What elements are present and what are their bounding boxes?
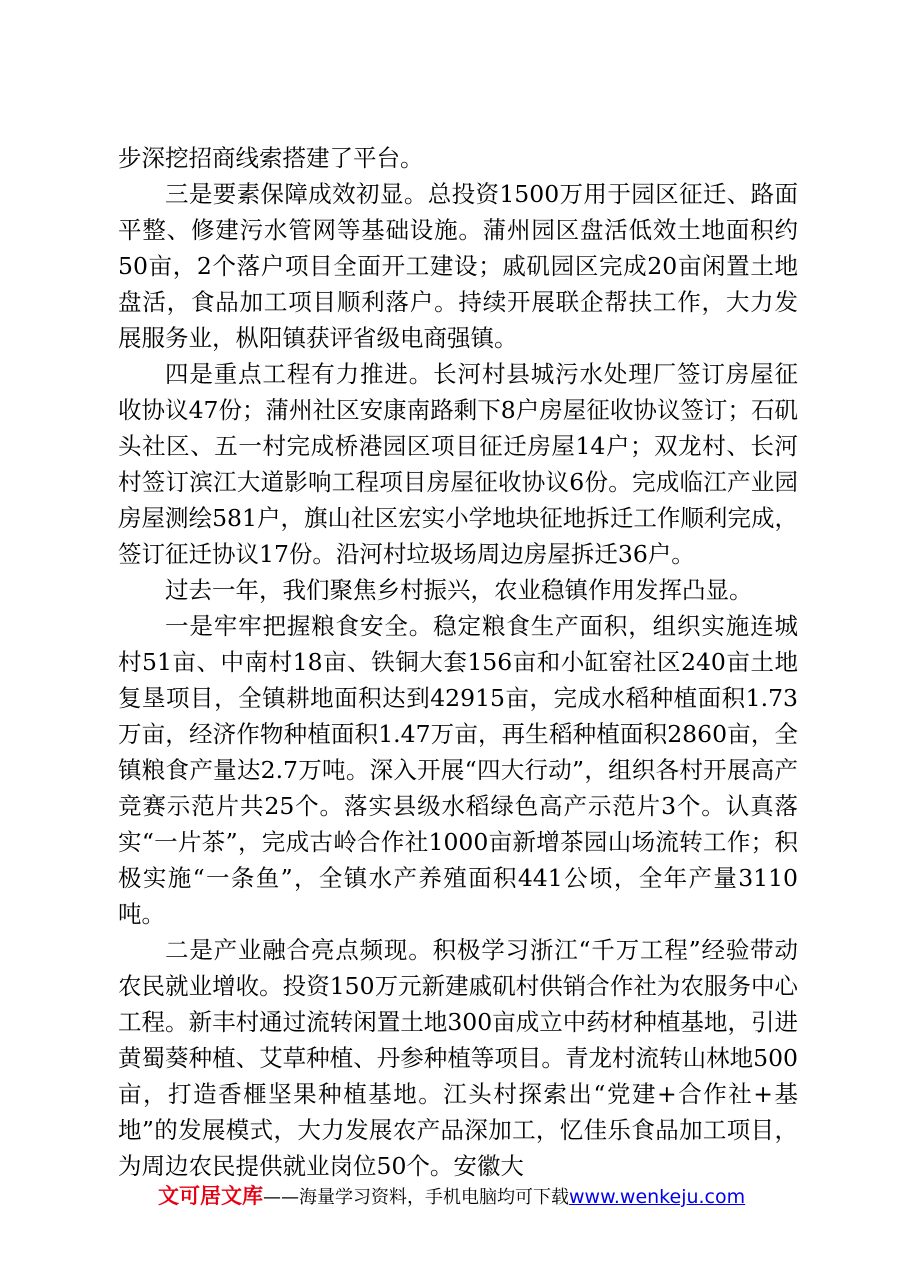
footer-link[interactable]: www.wenkeju.com [569, 1186, 746, 1208]
footer-brand: 文可居文库 [158, 1184, 263, 1208]
paragraph-5: 一是牢牢把握粮食安全。稳定粮食生产面积，组织实施连城村51亩、中南村18亩、铁铜大套156亩和小缸窑社区240亩土地复垦项目，全镇耕地面积达到42915亩，完成水稻种植面积1.73万亩，经济作物种植面积1.47万亩，再生稻种植面积2860亩，全镇粮食产量达2.7万吨。深入开展“四大行动”，组织各村开展高产竞赛示范片共25个。落实县级水稻绿色高产示范片3个。认真落实“一片茶”，完成古岭合作社1000亩新增茶园山场流转工作；积极实施“一条鱼”，全镇水产养殖面积441公顷，全年产量3110吨。 [118, 612, 798, 928]
document-body [118, 140, 798, 1184]
footer-banner [158, 1180, 798, 1212]
paragraph-1: 步深挖招商线索搭建了平台。 [118, 144, 424, 172]
paragraph-2: 三是要素保障成效初显。总投资1500万用于园区征迁、路面平整、修建污水管网等基础设施。蒲州园区盘活低效土地面积约50亩，2个落户项目全面开工建设；戚矶园区完成20亩闲置土地盘活，食品加工项目顺利落户。持续开展联企帮扶工作，大力发展服务业，枞阳镇获评省级电商强镇。 [118, 180, 798, 352]
paragraph-4: 过去一年，我们聚焦乡村振兴，农业稳镇作用发挥凸显。 [165, 576, 753, 604]
paragraph-3: 四是重点工程有力推进。长河村县城污水处理厂签订房屋征收协议47份；蒲州社区安康南路剩下8户房屋征收协议签订；石矶头社区、五一村完成桥港园区项目征迁房屋14户；双龙村、长河村签订滨江大道影响工程项目房屋征收协议6份。完成临江产业园房屋测绘581户，旗山社区宏实小学地块征地拆迁工作顺利完成，签订征迁协议17份。沿河村垃圾场周边房屋拆迁36户。 [118, 360, 798, 568]
footer-slogan: ——海量学习资料，手机电脑均可下载 [263, 1187, 569, 1208]
paragraph-6: 二是产业融合亮点频现。积极学习浙江“千万工程”经验带动农民就业增收。投资150万元新建戚矶村供销合作社为农服务中心工程。新丰村通过流转闲置土地300亩成立中药材种植基地，引进黄蜀葵种植、艾草种植、丹参种植等项目。青龙村流转山林地500亩，打造香榧坚果种植基地。江头村探索出“党建+合作社+基地”的发展模式，大力发展农产品深加工，忆佳乐食品加工项目，为周边农民提供就业岗位50个。安徽大 [118, 936, 798, 1180]
